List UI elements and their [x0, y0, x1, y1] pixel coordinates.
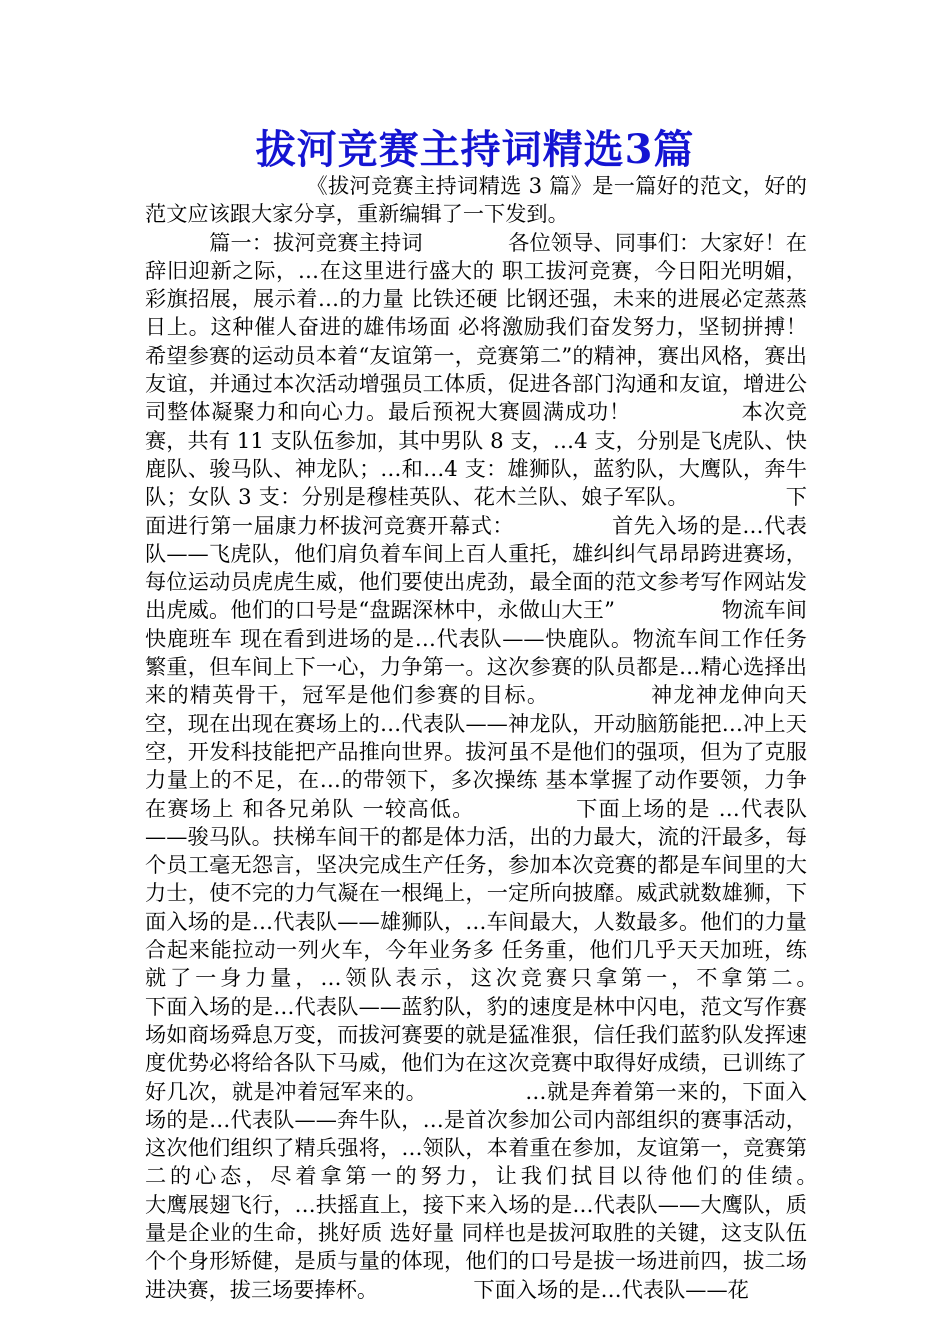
document-title: 拔河竞赛主持词精选3篇	[255, 126, 695, 173]
document-body: 《拔河竞赛主持词精选 3 篇》是一篇好的范文，好的范文应该跟大家分享，重新编辑了一下发到。 篇一：拔河竞赛主持词 各位领导、同事们：大家好！在辞旧迎新之际，…在这里进行盛大的 职工拔河竞赛，今日阳光明媚，彩旗招展，展示着…的力量 比铁还硬 比钢还强，未来的进展必定蒸蒸日上。这种催人奋进的雄伟场面 必将激励我们奋发努力，坚韧拼搏！希望参赛的运动员本着“友谊第一，竞赛第二”的精神，赛出风格，赛出友谊，并通过本次活动增强员工体质，促进各部门沟通和友谊，增进公司整体凝聚力和向心力。最后预祝大赛圆满成功！ 本次竞赛，共有 11 支队伍参加，其中男队 8 支，…4 支，分别是飞虎队、快鹿队、骏马队、神龙队；…和…4 支：雄狮队，蓝豹队，大鹰队，奔牛队；女队 3 支：分别是穆桂英队、花木兰队、娘子军队。 下面进行第一届康力杯拔河竞赛开幕式： 首先入场的是…代表队——飞虎队，他们肩负着车间上百人重托，雄纠纠气昂昂跨进赛场，每位运动员虎虎生威，他们要使出虎劲，最全面的范文参考写作网站发出虎威。他们的口号是“盘踞深林中，永做山大王” 物流车间 快鹿班车 现在看到进场的是…代表队——快鹿队。物流车间工作任务繁重，但车间上下一心，力争第一。这次参赛的队员都是…精心选择出来的精英骨干，冠军是他们参赛的目标。 神龙神龙伸向天空，现在出现在赛场上的…代表队——神龙队，开动脑筋能把…冲上天空，开发科技能把产品推向世界。拔河虽不是他们的强项，但为了克服力量上的不足，在…的带领下，多次操练 基本掌握了动作要领，力争在赛场上 和各兄弟队 一较高低。 下面上场的是 …代表队——骏马队。扶梯车间干的都是体力活，出的力最大，流的汗最多，每个员工毫无怨言，坚决完成生产任务，参加本次竞赛的都是车间里的大力士，使不完的力气凝在一根绳上，一定所向披靡。威武就数雄狮，下面入场的是…代表队——雄狮队，…车间最大，人数最多。他们的力量合起来能拉动一列火车，今年业务多 任务重，他们几乎天天加班，练就了一身力量，…领队表示，这次竞赛只拿第一，不拿第二。 下面入场的是…代表队——蓝豹队，豹的速度是林中闪电，范文写作赛场如商场舜息万变，而拔河赛要的就是猛准狠，信任我们蓝豹队发挥速度优势必将给各队下马威，他们为在这次竞赛中取得好成绩，已训练了好几次，就是冲着冠军来的。 …就是奔着第一来的，下面入场的是…代表队——奔牛队，…是首次参加公司内部组织的赛事活动，这次他们组织了精兵强将，…领队，本着重在参加，友谊第一，竞赛第二的心态，尽着拿第一的努力，让我们拭目以待他们的佳绩。 大鹰展翅飞行，…扶摇直上，接下来入场的是…代表队——大鹰队，质量是企业的生命，挑好质 选好量 同样也是拔河取胜的关键，这支队伍个个身形矫健，是质与量的体现，他们的口号是拔一场进前四，拔二场进决赛，拔三场要捧杯。 下面入场的是…代表队——花	[145, 173, 807, 1302]
